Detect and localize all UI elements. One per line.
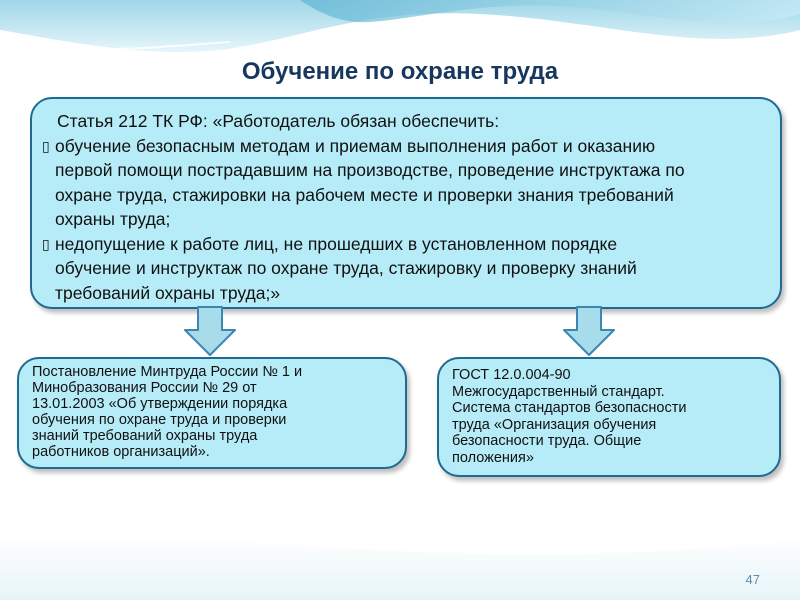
- gost-line: положения»: [452, 449, 534, 466]
- gost-line: Межгосударственный стандарт.: [452, 383, 665, 400]
- item-line: охраны труда;: [55, 209, 171, 229]
- list-item: [42, 232, 768, 306]
- bullet-icon: ▯: [42, 235, 50, 252]
- resolution-line: Минобразования России № 29 от: [32, 380, 257, 396]
- resolution-line: Постановление Минтруда России № 1 и: [32, 364, 303, 380]
- gost-line: Система стандартов безопасности: [452, 400, 687, 416]
- resolution-line: обучения по охране труда и проверки: [32, 412, 287, 428]
- gost-line: труда «Организация обучения: [452, 416, 657, 433]
- item-line: недопущение к работе лиц, не прошедших в установленном порядке: [55, 233, 618, 254]
- resolution-line: работников организаций».: [32, 444, 210, 460]
- resolution-line: знаний требований охраны труда: [32, 428, 258, 444]
- down-arrow-icon: [563, 306, 615, 356]
- item-line: обучение безопасным методам и приемам выполнения работ и оказанию: [55, 135, 656, 156]
- item-line: первой помощи пострадавшим на производстве, проведение инструктажа по: [55, 160, 685, 180]
- article-212-box: [30, 97, 782, 309]
- slide-title: Обучение по охране труда: [241, 58, 559, 85]
- item-line: охране труда, стажировки на рабочем месте и проверки знания требований: [55, 184, 674, 205]
- down-arrow-icon: [184, 306, 236, 356]
- resolution-line: 13.01.2003 «Об утверждении порядка: [32, 396, 288, 412]
- bullet-icon: ▯: [42, 137, 50, 154]
- gost-line: ГОСТ 12.0.004-90: [452, 367, 571, 383]
- gost-box: [437, 357, 781, 477]
- item-line: требований охраны труда;»: [55, 282, 281, 303]
- article-intro: Статья 212 ТК РФ: «Работодатель обязан обеспечить:: [57, 111, 500, 131]
- gost-line: безопасности труда. Общие: [452, 433, 642, 449]
- item-line: обучение и инструктаж по охране труда, стажировку и проверку знаний: [55, 258, 637, 278]
- resolution-box: [17, 357, 407, 469]
- list-item: [42, 134, 768, 232]
- page-number: 47: [745, 572, 760, 587]
